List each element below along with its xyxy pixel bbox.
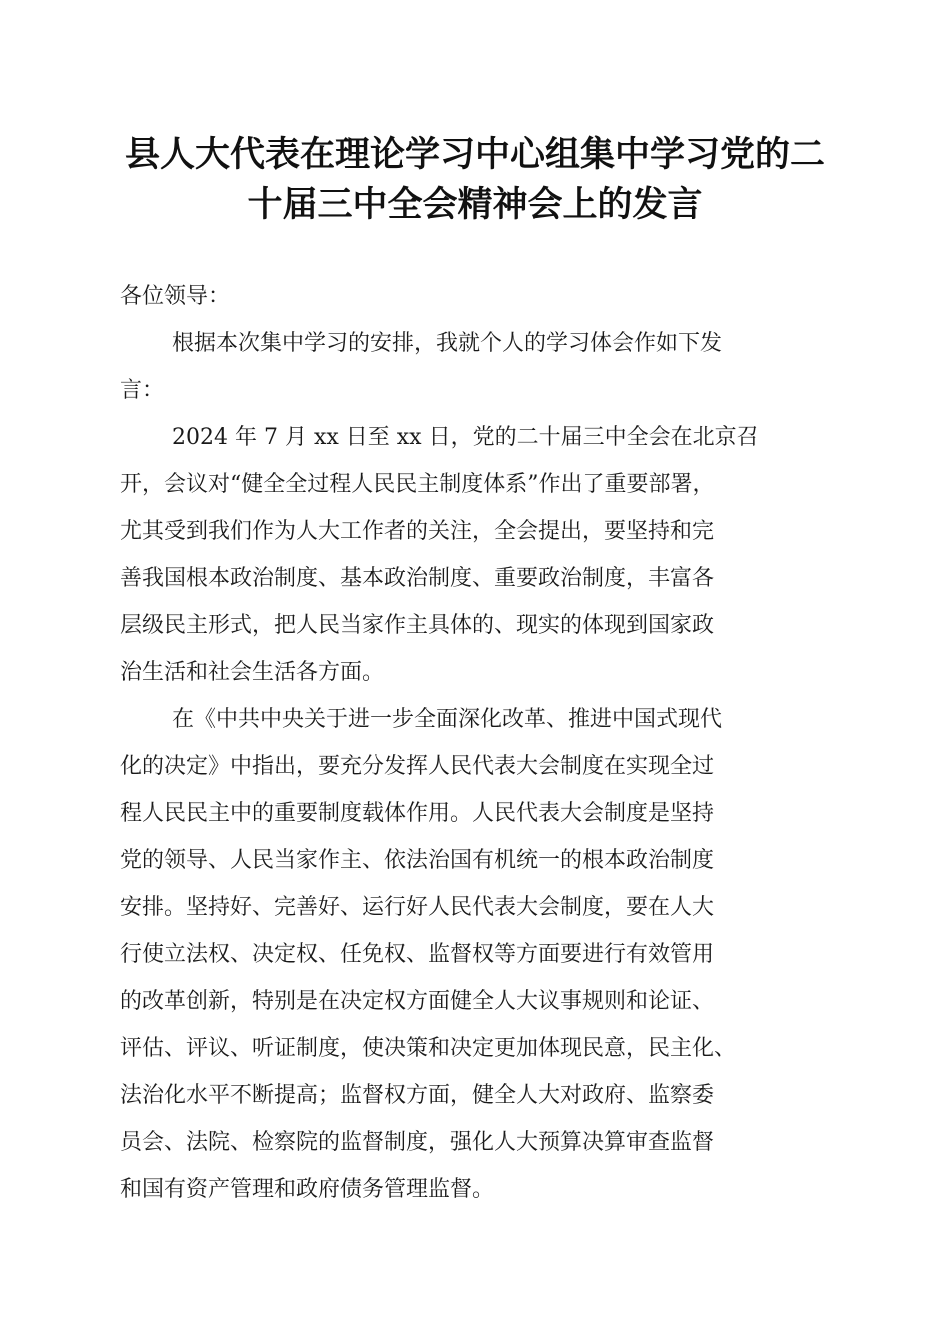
document-body [120, 273, 830, 1213]
paragraph-line: 开，会议对“健全全过程人民民主制度体系”作出了重要部署， [120, 472, 715, 497]
paragraph-line: 化的决定》中指出，要充分发挥人民代表大会制度在实现全过 [120, 754, 715, 779]
paragraph-line: 治生活和社会生活各方面。 [120, 660, 385, 685]
title-line-1: 县人大代表在理论学习中心组集中学习党的二 [124, 134, 825, 175]
paragraph-line: 根据本次集中学习的安排，我就个人的学习体会作如下发 [172, 331, 723, 356]
document-title [110, 130, 840, 230]
paragraph-line: 安排。坚持好、完善好、运行好人民代表大会制度，要在人大 [120, 895, 715, 920]
paragraph-3 [120, 696, 830, 1213]
paragraph-line: 言： [120, 378, 165, 403]
paragraph-line: 法治化水平不断提高；监督权方面，健全人大对政府、监察委 [120, 1083, 715, 1108]
paragraph-line: 2024 年 7 月 xx 日至 xx 日，党的二十届三中全会在北京召 [172, 425, 759, 450]
paragraph-line: 层级民主形式，把人民当家作主具体的、现实的体现到国家政 [120, 613, 715, 638]
paragraph-line: 行使立法权、决定权、任免权、监督权等方面要进行有效管用 [120, 942, 715, 967]
paragraph-line: 评估、评议、听证制度，使决策和决定更加体现民意，民主化、 [120, 1036, 737, 1061]
paragraph-line: 党的领导、人民当家作主、依法治国有机统一的根本政治制度 [120, 848, 715, 873]
paragraph-line: 善我国根本政治制度、基本政治制度、重要政治制度，丰富各 [120, 566, 715, 591]
salutation: 各位领导： [120, 284, 231, 309]
paragraph-line: 的改革创新，特别是在决定权方面健全人大议事规则和论证、 [120, 989, 715, 1014]
paragraph-line: 员会、法院、检察院的监督制度，强化人大预算决算审查监督 [120, 1130, 715, 1155]
paragraph-1 [120, 320, 830, 414]
title-line-2: 十届三中全会精神会上的发言 [247, 184, 703, 225]
paragraph-line: 尤其受到我们作为人大工作者的关注，全会提出，要坚持和完 [120, 519, 715, 544]
paragraph-2 [120, 414, 830, 696]
paragraph-line: 在《中共中央关于进一步全面深化改革、推进中国式现代 [172, 707, 723, 732]
paragraph-line: 和国有资产管理和政府债务管理监督。 [120, 1177, 495, 1202]
paragraph-line: 程人民民主中的重要制度载体作用。人民代表大会制度是坚持 [120, 801, 715, 826]
